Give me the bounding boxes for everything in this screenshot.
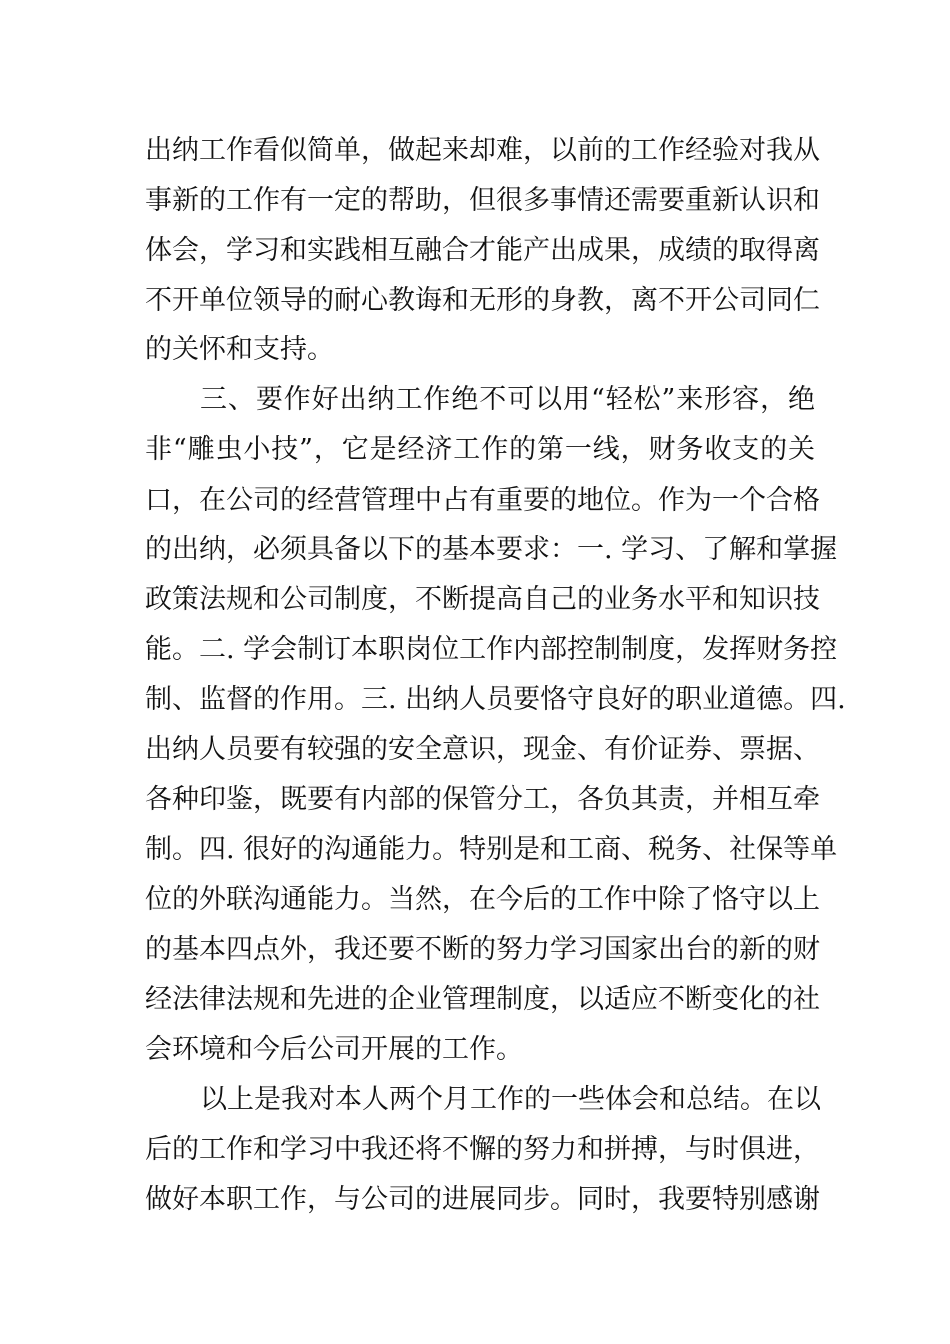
text-line: 的基本四点外，我还要不断的努力学习国家出台的新的财 — [145, 934, 820, 965]
text-line: 体会，学习和实践相互融合才能产出成果，成绩的取得离 — [145, 235, 820, 266]
text-line: 事新的工作有一定的帮助，但很多事情还需要重新认识和 — [145, 185, 820, 216]
paragraph-start-line: 三、要作好出纳工作绝不可以用“轻松”来形容，绝 — [200, 384, 815, 415]
text-line: 的关怀和支持。 — [145, 334, 334, 365]
paragraph-start-line: 以上是我对本人两个月工作的一些体会和总结。在以 — [200, 1084, 821, 1115]
text-line: 经法律法规和先进的企业管理制度，以适应不断变化的社 — [145, 984, 820, 1015]
text-line: 出纳人员要有较强的安全意识，现金、有价证券、票据、 — [145, 734, 820, 765]
text-line: 政策法规和公司制度，不断提高自己的业务水平和知识技 — [145, 584, 820, 615]
text-line: 非“雕虫小技”，它是经济工作的第一线，财务收支的关 — [145, 434, 815, 465]
text-line: 能。二. 学会制订本职岗位工作内部控制制度，发挥财务控 — [145, 634, 838, 665]
text-line: 制、监督的作用。三. 出纳人员要恪守良好的职业道德。四. — [145, 684, 846, 715]
text-line: 口，在公司的经营管理中占有重要的地位。作为一个合格 — [145, 485, 820, 516]
text-line: 制。四. 很好的沟通能力。特别是和工商、税务、社保等单 — [145, 834, 838, 865]
text-line: 的出纳，必须具备以下的基本要求：一. 学习、了解和掌握 — [145, 534, 838, 565]
text-line: 位的外联沟通能力。当然，在今后的工作中除了恪守以上 — [145, 884, 820, 915]
text-line: 出纳工作看似简单，做起来却难，以前的工作经验对我从 — [145, 135, 820, 166]
text-line: 做好本职工作，与公司的进展同步。同时，我要特别感谢 — [145, 1184, 820, 1215]
text-line: 后的工作和学习中我还将不懈的努力和拼搏，与时俱进， — [145, 1134, 820, 1165]
text-line: 不开单位领导的耐心教诲和无形的身教，离不开公司同仁 — [145, 285, 820, 316]
text-line: 各种印鉴，既要有内部的保管分工，各负其责，并相互牵 — [145, 784, 820, 815]
text-line: 会环境和今后公司开展的工作。 — [145, 1034, 523, 1065]
